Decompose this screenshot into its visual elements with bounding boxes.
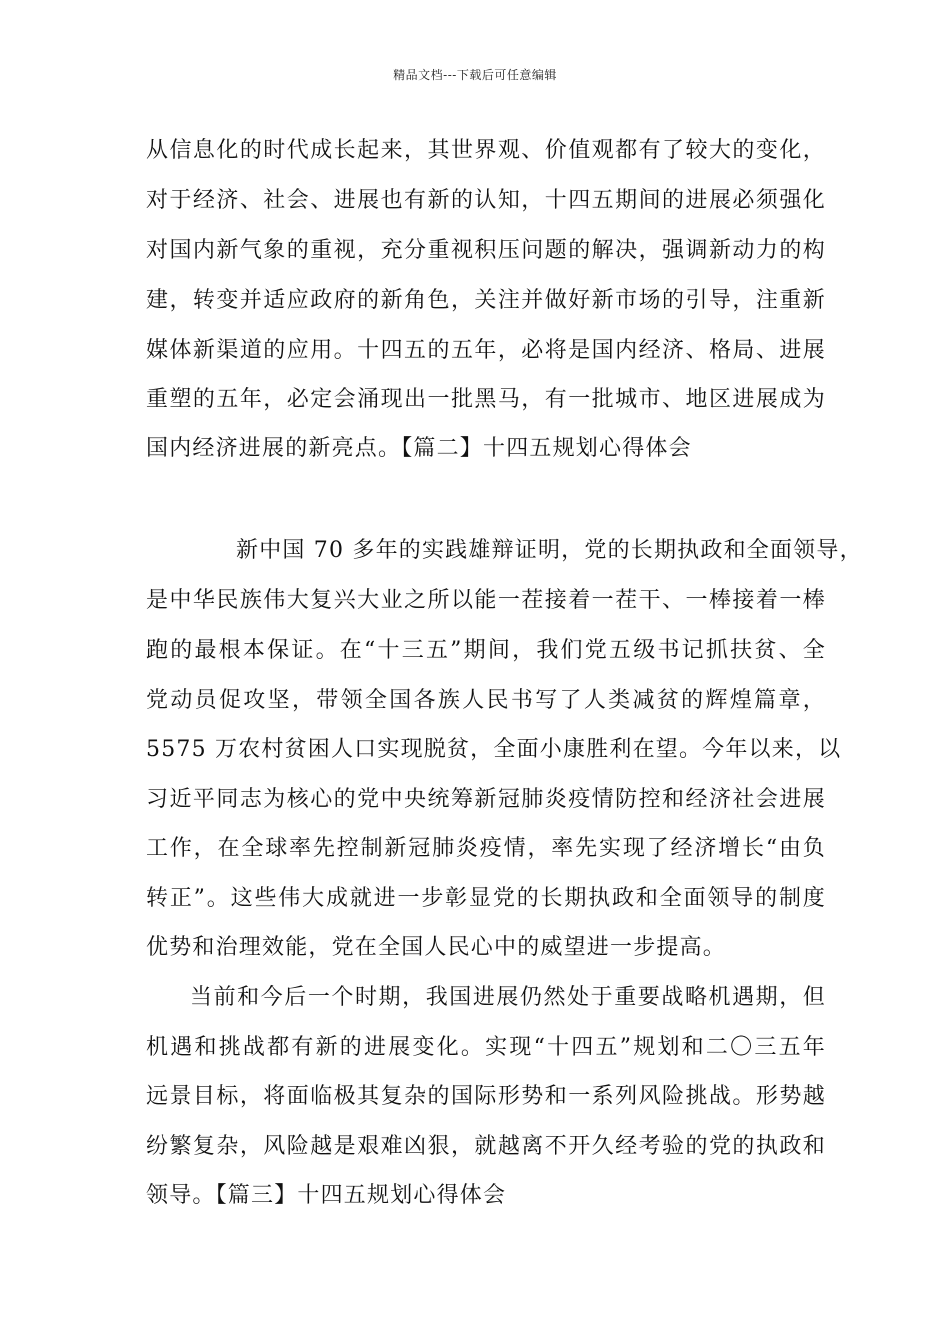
- body-line: 国内经济进展的新亮点。【篇二】十四五规划心得体会: [146, 436, 692, 461]
- body-line: 跑的最根本保证。在“十三五”期间，我们党五级书记抓扶贫、全: [146, 638, 826, 663]
- body-line: 远景目标，将面临极其复杂的国际形势和一系列风险挑战。形势越: [146, 1084, 826, 1109]
- body-line: 转正”。这些伟大成就进一步彰显党的长期执政和全面领导的制度: [146, 886, 826, 911]
- body-line: 党动员促攻坚，带领全国各族人民书写了人类减贫的辉煌篇章，: [146, 688, 826, 713]
- body-line: 建，转变并适应政府的新角色，关注并做好新市场的引导，注重新: [146, 288, 826, 313]
- body-line: 5575 万农村贫困人口实现脱贫，全面小康胜利在望。今年以来，以: [146, 737, 842, 762]
- body-line: 是中华民族伟大复兴大业之所以能一茬接着一茬干、一棒接着一棒: [146, 588, 826, 613]
- body-line: 对于经济、社会、进展也有新的认知，十四五期间的进展必须强化: [146, 188, 826, 213]
- body-line: 对国内新气象的重视，充分重视积压问题的解决，强调新动力的构: [146, 238, 826, 263]
- body-line: 机遇和挑战都有新的进展变化。实现“十四五”规划和二〇三五年: [146, 1035, 826, 1060]
- body-line: 优势和治理效能，党在全国人民心中的威望进一步提高。: [146, 935, 727, 960]
- body-line: 习近平同志为核心的党中央统筹新冠肺炎疫情防控和经济社会进展: [146, 787, 826, 812]
- body-line: 当前和今后一个时期，我国进展仍然处于重要战略机遇期，但: [190, 985, 826, 1010]
- body-line: 工作，在全球率先控制新冠肺炎疫情，率先实现了经济增长“由负: [146, 836, 826, 861]
- page-header: 精品文档---下载后可任意编辑: [393, 68, 557, 82]
- body-line: 媒体新渠道的应用。十四五的五年，必将是国内经济、格局、进展: [146, 338, 826, 363]
- body-line: 新中国 70 多年的实践雄辩证明，党的长期执政和全面领导，: [236, 538, 863, 563]
- body-line: 从信息化的时代成长起来，其世界观、价值观都有了较大的变化，: [146, 138, 826, 163]
- body-line: 重塑的五年，必定会涌现出一批黑马，有一批城市、地区进展成为: [146, 387, 826, 412]
- body-line: 纷繁复杂，风险越是艰难凶狠，就越离不开久经考验的党的执政和: [146, 1134, 826, 1159]
- body-line: 领导。【篇三】十四五规划心得体会: [146, 1183, 507, 1208]
